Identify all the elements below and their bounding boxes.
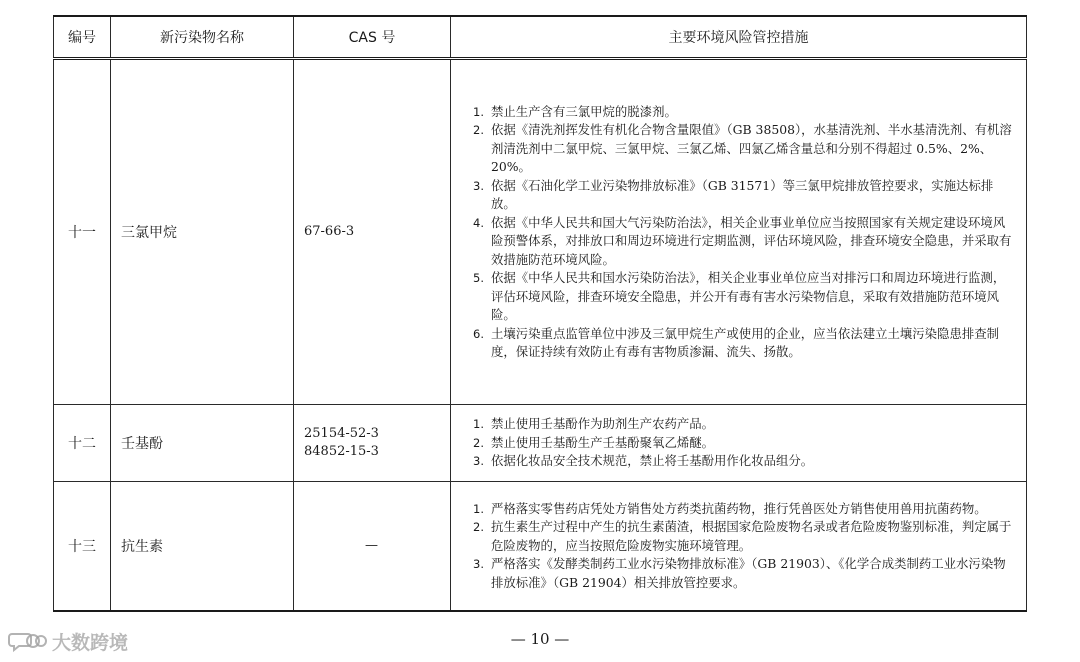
measure-item bbox=[473, 214, 1012, 270]
row-number: 十一 bbox=[54, 59, 111, 405]
measure-index: 3. bbox=[473, 557, 484, 571]
header-measures: 主要环境风险管控措施 bbox=[451, 16, 1027, 59]
measure-item bbox=[473, 103, 1012, 122]
cas-number: 84852-15-3 bbox=[304, 443, 379, 459]
measures-cell bbox=[451, 405, 1027, 482]
measure-index: 4. bbox=[473, 215, 484, 230]
measure-index: 5. bbox=[473, 271, 484, 285]
measure-text: 依据《石油化学工业污染物排放标准》（GB 31571）等三氯甲烷排放管控要求，实施达标排放。 bbox=[491, 177, 994, 211]
measure-text: 严格落实零售药店凭处方销售处方药类抗菌药物，推行凭兽医处方销售使用兽用抗菌药物。 bbox=[491, 500, 987, 516]
header-substance-name: 新污染物名称 bbox=[111, 16, 294, 59]
substance-name: 抗生素 bbox=[111, 481, 294, 611]
cas-cell bbox=[294, 405, 451, 482]
measure-index: 1. bbox=[473, 417, 484, 431]
header-cas: CAS 号 bbox=[294, 16, 451, 59]
substance-name: 三氯甲烷 bbox=[111, 59, 294, 405]
measure-text: 禁止使用壬基酚生产壬基酚聚氧乙烯醚。 bbox=[491, 434, 715, 450]
cas-number: 25154-52-3 bbox=[304, 425, 379, 441]
measure-item bbox=[473, 415, 1012, 434]
cas-cell bbox=[294, 481, 451, 611]
measure-index: 2. bbox=[473, 123, 484, 137]
measure-index: 2. bbox=[473, 520, 484, 534]
watermark-text: 大数跨境 bbox=[52, 632, 129, 654]
measures-cell bbox=[451, 59, 1027, 405]
measure-item bbox=[473, 434, 1012, 453]
measure-index: 3. bbox=[473, 454, 484, 468]
measure-item bbox=[473, 518, 1012, 555]
measure-text: 土壤污染重点监管单位中涉及三氯甲烷生产或使用的企业，应当依法建立土壤污染隐患排查制度，保证持续有效防止有毒有害物质渗漏、流失、扬散。 bbox=[491, 325, 1000, 359]
page-number: — 10 — bbox=[510, 630, 570, 648]
measure-index: 6. bbox=[473, 326, 484, 341]
measure-item bbox=[473, 500, 1012, 519]
measure-item bbox=[473, 555, 1012, 592]
row-number: 十二 bbox=[54, 405, 111, 482]
measure-text: 抗生素生产过程中产生的抗生素菌渣，根据国家危险废物名录或者危险废物鉴别标准，判定属于危险废物的，应当按照危险废物实施环境管理。 bbox=[491, 519, 1012, 553]
row-number: 十三 bbox=[54, 481, 111, 611]
measure-item bbox=[473, 269, 1012, 325]
measure-text: 依据《中华人民共和国大气污染防治法》，相关企业事业单位应当按照国家有关规定建设环境风险预警体系，对排放口和周边环境进行定期监测，评估环境风险，排查环境安全隐患，并采取有效措施防范环境风险。 bbox=[491, 214, 1012, 267]
header-number: 编号 bbox=[54, 16, 111, 59]
measures-list bbox=[473, 500, 1012, 593]
table-header-row bbox=[54, 16, 1027, 59]
measure-text: 禁止生产含有三氯甲烷的脱漆剂。 bbox=[491, 103, 677, 119]
measure-index: 1. bbox=[473, 501, 484, 516]
measures-list bbox=[473, 415, 1012, 471]
table-row bbox=[54, 405, 1027, 482]
measure-text: 严格落实《发酵类制药工业水污染物排放标准》（GB 21903）、《化学合成类制药工业水污染物排放标准》（GB 21904）相关排放管控要求。 bbox=[491, 556, 1006, 590]
table-row bbox=[54, 481, 1027, 611]
cas-number: 67-66-3 bbox=[304, 224, 355, 239]
measure-text: 禁止使用壬基酚作为助剂生产农药产品。 bbox=[491, 416, 715, 431]
measure-item bbox=[473, 177, 1012, 214]
measures-cell bbox=[451, 481, 1027, 611]
measure-item bbox=[473, 452, 1012, 471]
cas-number: — bbox=[365, 537, 378, 553]
cas-cell bbox=[294, 59, 451, 405]
measure-text: 依据化妆品安全技术规范，禁止将壬基酚用作化妆品组分。 bbox=[491, 453, 814, 468]
table-row bbox=[54, 59, 1027, 405]
substance-name: 壬基酚 bbox=[111, 405, 294, 482]
measure-index: 3. bbox=[473, 178, 484, 193]
measure-index: 1. bbox=[473, 104, 484, 119]
measure-index: 2. bbox=[473, 435, 484, 450]
measure-item bbox=[473, 121, 1012, 177]
measures-list bbox=[473, 103, 1012, 362]
measures-table bbox=[53, 15, 1027, 612]
measure-text: 依据《清洗剂挥发性有机化合物含量限值》（GB 38508），水基清洗剂、半水基清洗剂、有机溶剂清洗剂中二氯甲烷、三氯甲烷、三氯乙烯、四氯乙烯含量总和分别不得超过 0.5%、2%、20%。 bbox=[491, 122, 1012, 174]
measure-text: 依据《中华人民共和国水污染防治法》，相关企业事业单位应当对排污口和周边环境进行监测，评估环境风险，排查环境安全隐患，并公开有毒有害水污染物信息，采取有效措施防范环境风险。 bbox=[491, 270, 1006, 322]
measure-item bbox=[473, 325, 1012, 362]
